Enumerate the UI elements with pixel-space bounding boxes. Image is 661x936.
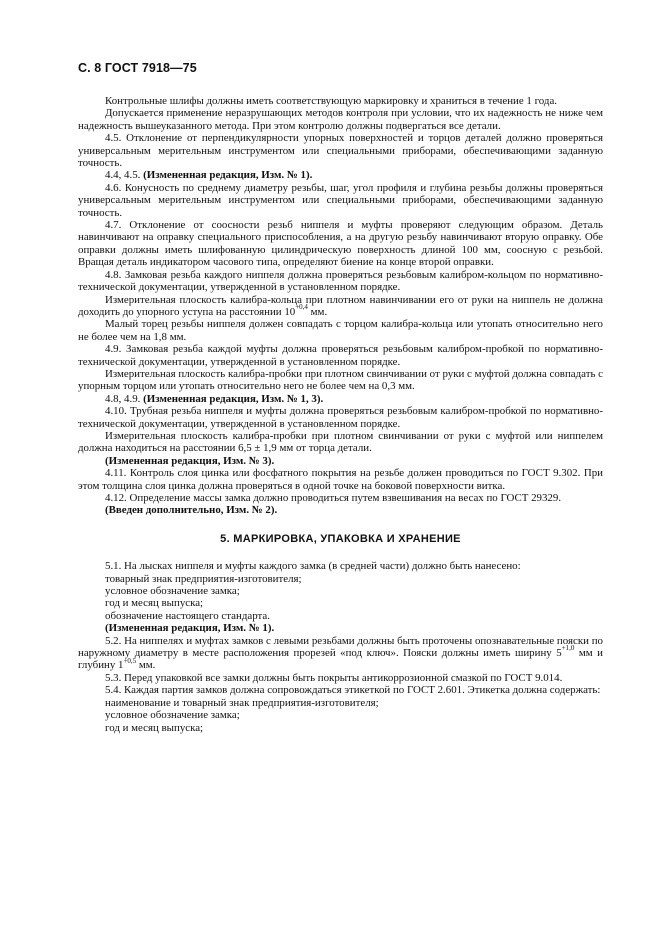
paragraph bbox=[78, 169, 603, 181]
paragraph bbox=[78, 405, 603, 430]
section-4-continued-b bbox=[78, 318, 603, 517]
superscript-tolerance: +0,4 bbox=[295, 303, 308, 312]
clause-reference: 4.4, 4.5. bbox=[105, 169, 144, 182]
paragraph-text: 4.5. Отклонение от перпендикулярности упорных поверхностей и торцов деталей должно проверяться универсальным мерительным инструментом или специальными приборами, обеспечивающими заданную точность. bbox=[78, 132, 603, 170]
paragraph-text: Малый торец резьбы ниппеля должен совпадать с торцом калибра-кольца или утопать относительно него не более чем на 1,8 мм. bbox=[78, 318, 603, 343]
paragraph bbox=[78, 492, 603, 504]
list-item bbox=[78, 597, 603, 609]
paragraph-text: год и месяц выпуска; bbox=[105, 597, 204, 610]
paragraph bbox=[78, 467, 603, 492]
paragraph-5-2 bbox=[78, 635, 603, 672]
paragraph bbox=[78, 393, 603, 405]
page-header: С. 8 ГОСТ 7918—75 bbox=[78, 61, 197, 75]
paragraph-text: год и месяц выпуска; bbox=[105, 721, 204, 734]
paragraph bbox=[78, 504, 603, 516]
amendment-note: (Измененная редакция, Изм. № 1, 3). bbox=[143, 392, 324, 405]
paragraph bbox=[78, 560, 603, 572]
paragraph bbox=[78, 182, 603, 219]
paragraph-text: 5.2. На ниппелях и муфтах замков с левыми резьбами должны быть проточены опознавательные пояски по наружному диаметру в месте расположения прорезей «под ключ». Пояски должны иметь ширину 5 bbox=[78, 634, 603, 660]
paragraph-text: Контрольные шлифы должны иметь соответствующую маркировку и храниться в течение 1 года. bbox=[105, 95, 558, 107]
paragraph bbox=[78, 430, 603, 455]
section-5-part-1 bbox=[78, 560, 603, 634]
paragraph-text: мм. bbox=[136, 659, 156, 672]
paragraph-text: 5.1. На лысках ниппеля и муфты каждого замка (в средней части) должно быть нанесено: bbox=[105, 560, 521, 573]
paragraph bbox=[78, 219, 603, 269]
paragraph-text: Измерительная плоскость калибра-пробки при плотном свинчивании от руки с муфтой или ниппелем должна находиться на расстоянии 6,5 ± 1,9 мм от торца детали. bbox=[78, 429, 603, 455]
amendment-note: (Введен дополнительно, Изм. № 2). bbox=[105, 504, 278, 517]
list-item bbox=[78, 697, 603, 709]
paragraph-text: наименование и товарный знак предприятия-изготовителя; bbox=[105, 696, 379, 709]
paragraph-text: Измерительная плоскость калибра-пробки при плотном свинчивании от руки с муфтой должна совпадать с упорным торцом или утопать относительно него не более чем на 0,3 мм. bbox=[78, 367, 603, 393]
paragraph-text: 4.8. Замковая резьба каждого ниппеля должна проверяться резьбовым калибром-кольцом по нормативно-технической документации, утвержденной в установленном порядке. bbox=[78, 268, 603, 294]
paragraph bbox=[78, 455, 603, 467]
paragraph-text: 4.6. Конусность по среднему диаметру резьбы, шаг, угол профиля и глубина резьбы должны проверяться универсальным мерительным инструментом или специальными приборами, обеспечивающими заданную точность. bbox=[78, 181, 603, 219]
list-item bbox=[78, 585, 603, 597]
paragraph bbox=[78, 368, 603, 393]
paragraph-text: Допускается применение неразрушающих методов контроля при условии, что их надежность не ниже чем надежность вышеуказанного метода. При этом контролю должны подвергаться все детали. bbox=[78, 107, 603, 132]
list-item bbox=[78, 573, 603, 585]
paragraph-text: 4.9. Замковая резьба каждой муфты должна проверяться резьбовым калибром-пробкой по нормативно-технической документации, утвержденной в установленном порядке. bbox=[78, 343, 603, 368]
paragraph bbox=[78, 107, 603, 132]
paragraph-text: 4.11. Контроль слоя цинка или фосфатного покрытия на резьбе должен проводиться по ГОСТ 9.302. При этом толщина слоя цинка должна проверяться в одной точке на боковой поверхности витка. bbox=[78, 467, 603, 492]
list-item bbox=[78, 610, 603, 622]
paragraph-text: Измерительная плоскость калибра-кольца при плотном навинчивании его от руки на ниппель не должна доходить до упорного уступа на расстоянии 10 bbox=[78, 293, 603, 318]
list-item bbox=[78, 709, 603, 721]
amendment-note: (Измененная редакция, Изм. № 3). bbox=[105, 454, 275, 467]
document-body bbox=[78, 95, 603, 734]
section-4-continued-a bbox=[78, 95, 603, 294]
paragraph-text: обозначение настоящего стандарта. bbox=[105, 609, 270, 622]
paragraph-text: условное обозначение замка; bbox=[105, 585, 240, 598]
paragraph-text: мм и глубину 1 bbox=[78, 647, 603, 672]
amendment-note: (Измененная редакция, Изм. № 1). bbox=[143, 169, 313, 182]
paragraph-text: мм. bbox=[307, 305, 328, 318]
amendment-note: (Измененная редакция, Изм. № 1). bbox=[105, 622, 275, 635]
paragraph bbox=[78, 95, 603, 107]
paragraph-text: 5.4. Каждая партия замков должна сопровождаться этикеткой по ГОСТ 2.601. Этикетка должна содержать: bbox=[105, 684, 601, 697]
clause-reference: 4.8, 4.9. bbox=[105, 392, 144, 405]
paragraph-text: 4.12. Определение массы замка должно проводиться путем взвешивания на весах по ГОСТ 29329. bbox=[105, 492, 562, 504]
section-5-part-2 bbox=[78, 672, 603, 734]
paragraph bbox=[78, 343, 603, 368]
superscript-tolerance: +0,5 bbox=[123, 656, 137, 665]
paragraph bbox=[78, 269, 603, 294]
paragraph bbox=[78, 672, 603, 684]
paragraph-text: 4.10. Трубная резьба ниппеля и муфты должна проверяться резьбовым калибром-пробкой по нормативно-технической документации, утвержденной в установленном порядке. bbox=[78, 405, 603, 430]
paragraph-text: 4.7. Отклонение от соосности резьб ниппеля и муфты проверяют следующим образом. Деталь навинчивают на оправку специального приспособления, а на другую резьбу навинчивают вторую оправку. Обе оправки должны иметь шлифованную цилиндрическую поверхность длиной 100 мм, соосную с резьбой. Вращая деталь индикатором часового типа, определяют биение на конце второй оправки. bbox=[78, 219, 603, 269]
paragraph bbox=[78, 132, 603, 169]
superscript-tolerance: +1,0 bbox=[561, 644, 575, 653]
paragraph-text: товарный знак предприятия-изготовителя; bbox=[105, 572, 302, 585]
paragraph-4-8-tolerance bbox=[78, 294, 603, 319]
paragraph bbox=[78, 684, 603, 696]
paragraph bbox=[78, 318, 603, 343]
paragraph-text: условное обозначение замка; bbox=[105, 709, 240, 722]
list-item bbox=[78, 722, 603, 734]
paragraph bbox=[78, 622, 603, 634]
section-heading: 5. МАРКИРОВКА, УПАКОВКА И ХРАНЕНИЕ bbox=[220, 532, 461, 545]
paragraph-text: 5.3. Перед упаковкой все замки должны быть покрыты антикоррозионной смазкой по ГОСТ 9.014. bbox=[105, 671, 563, 684]
